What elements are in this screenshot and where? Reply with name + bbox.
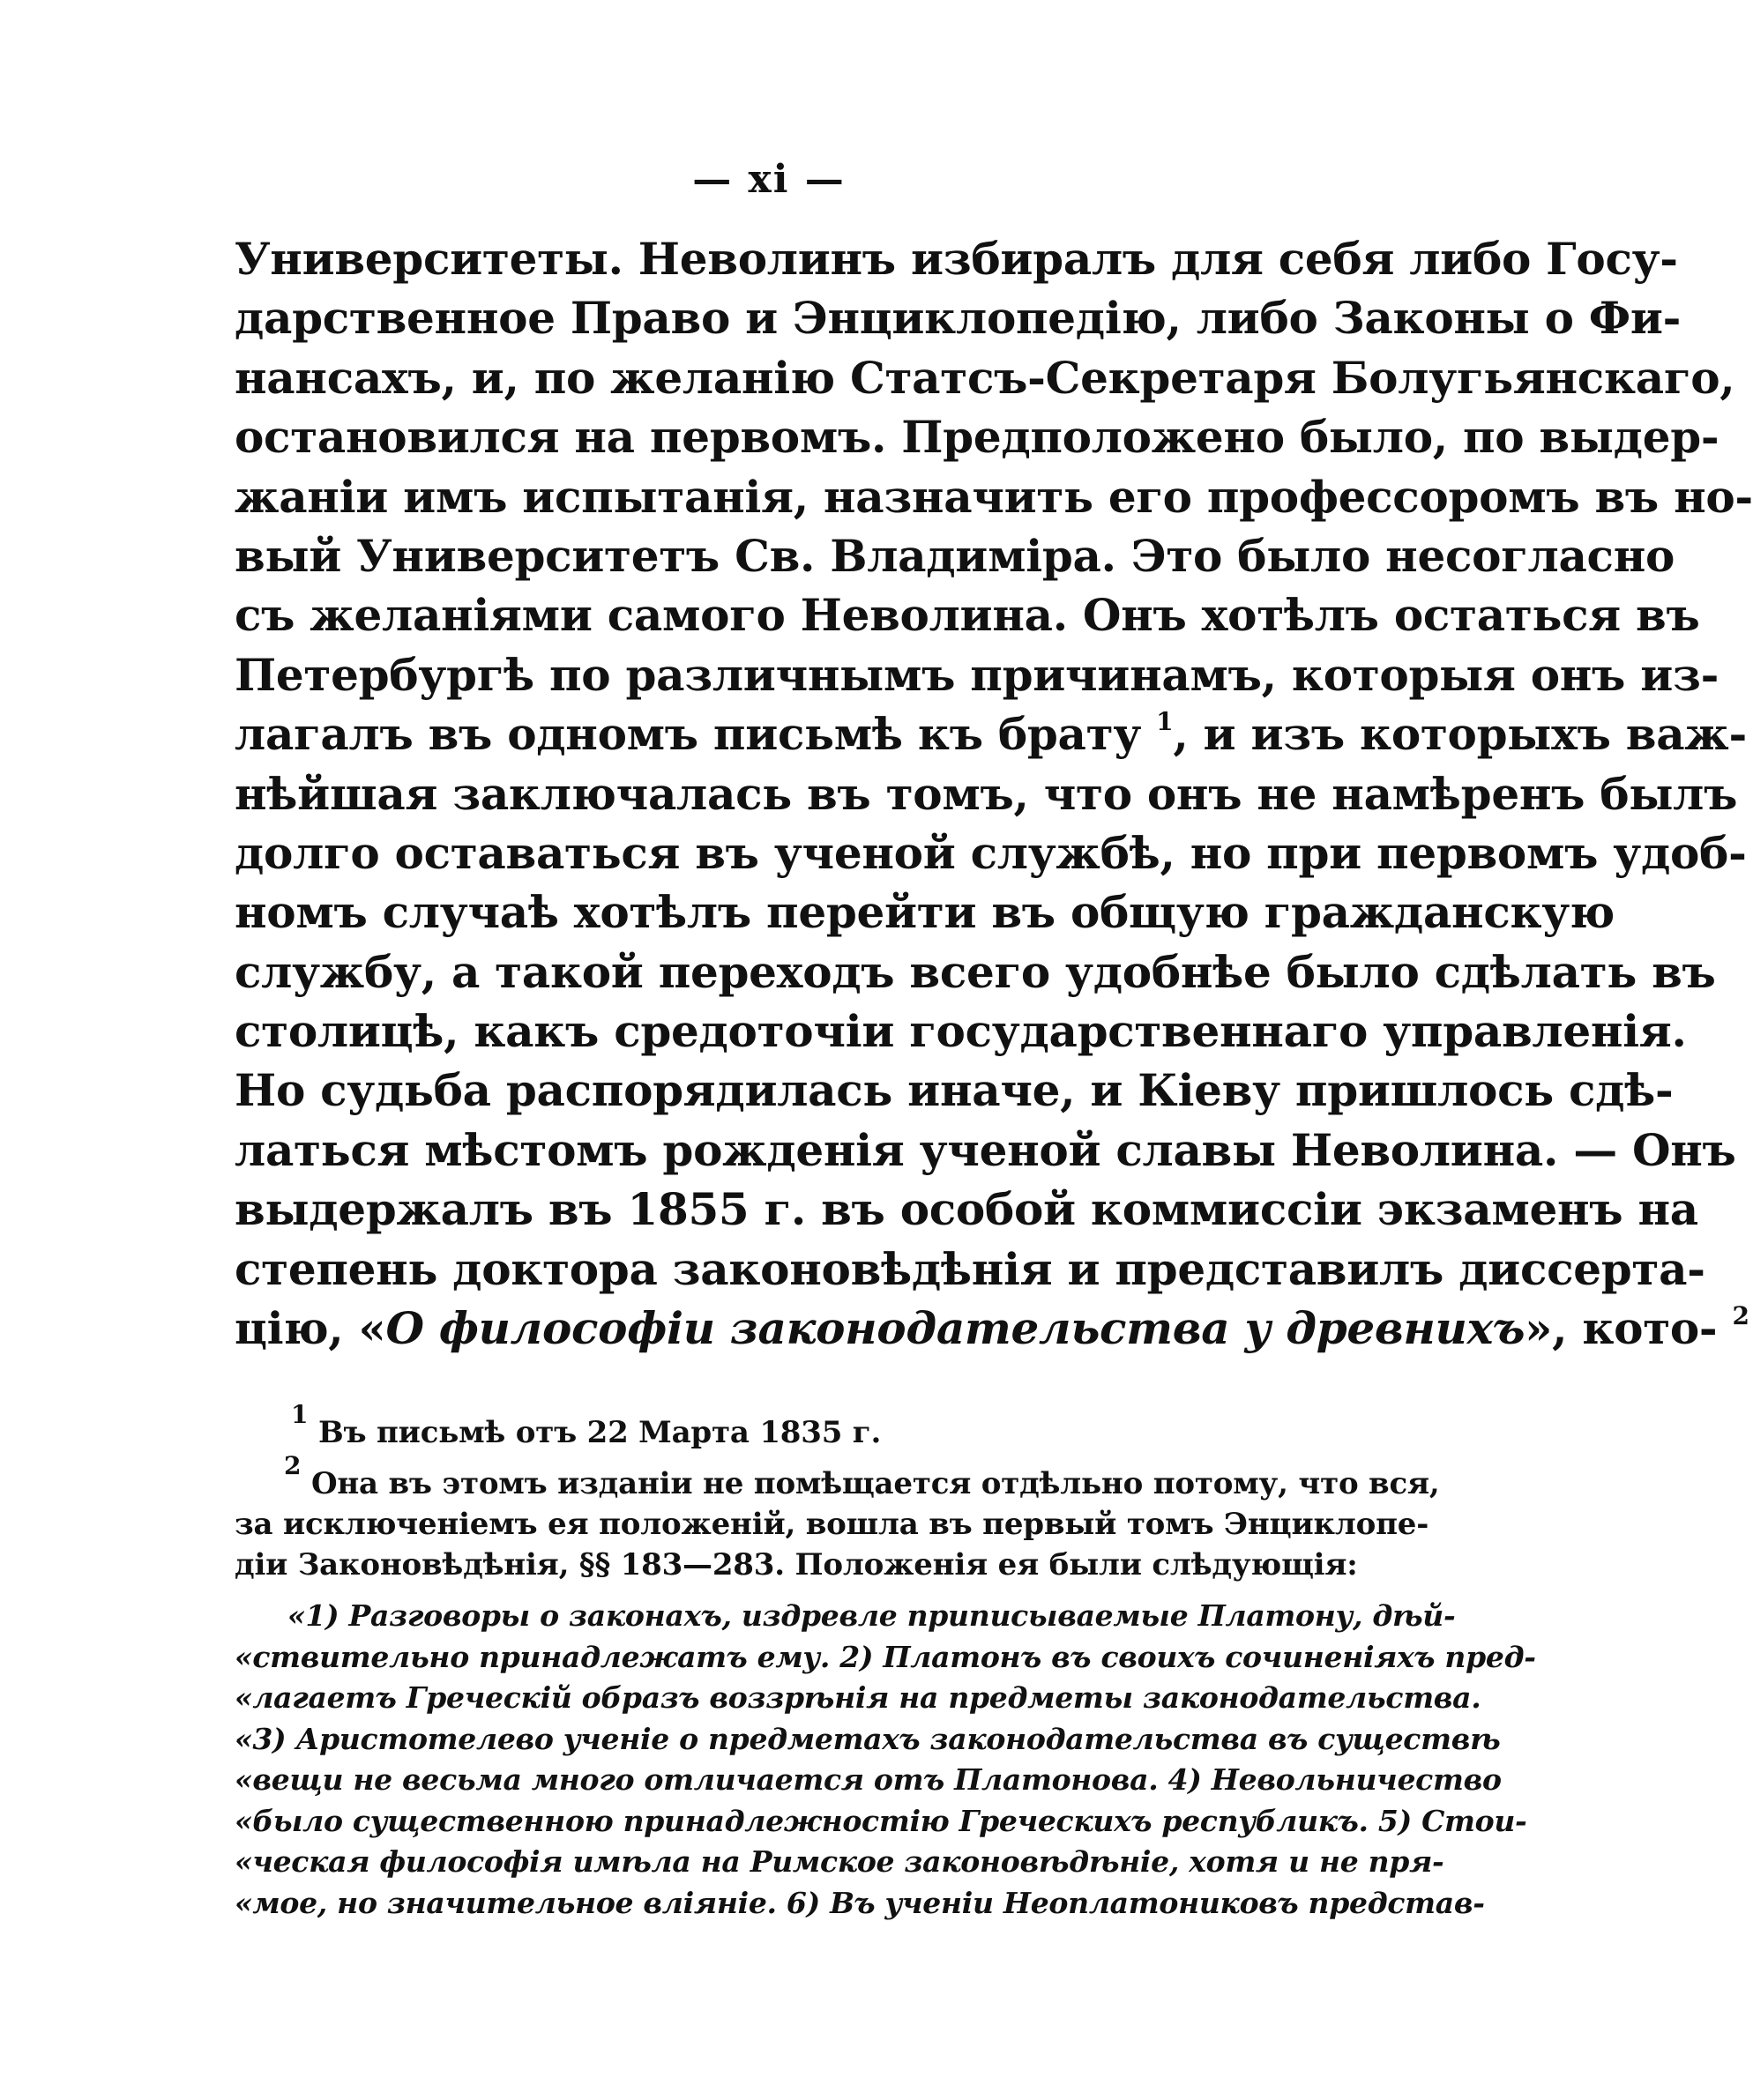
footnote-reference-1: 1 bbox=[1156, 707, 1174, 737]
footnote-1-mark: 1 bbox=[291, 1400, 309, 1429]
text-line: нансахъ, и, по желанію Статсъ-Секретаря Болугьянскаго, bbox=[235, 351, 1735, 404]
text-line-with-title bbox=[235, 1299, 1749, 1358]
text-line: столицѣ, какъ средоточіи государственнаго управленія. bbox=[235, 1005, 1687, 1058]
footnote-1-text: Въ письмѣ отъ 22 Марта 1835 г. bbox=[317, 1415, 882, 1450]
main-text-body bbox=[235, 229, 1753, 1358]
footnote-1 bbox=[235, 1400, 1324, 1453]
thesis-line: «ствительно принадлежатъ ему. 2) Платонъ въ своихъ сочиненіяхъ пред- bbox=[235, 1639, 1536, 1674]
thesis-line: «лагаетъ Греческій образъ воззрѣнія на предметы законодательства. bbox=[235, 1680, 1481, 1715]
text-segment: », кото- bbox=[1525, 1302, 1718, 1355]
text-line: остановился на первомъ. Предположено было, по выдер- bbox=[235, 411, 1719, 464]
text-line: нѣйшая заключалась въ томъ, что онъ не намѣренъ былъ bbox=[235, 767, 1738, 820]
thesis-line: «ческая философія имѣла на Римское законовѣдѣніе, хотя и не пря- bbox=[235, 1844, 1444, 1879]
thesis-line: «было существенною принадлежностію Греческихъ республикъ. 5) Стои- bbox=[235, 1803, 1527, 1838]
thesis-line: «1) Разговоры о законахъ, издревле приписываемые Платону, дѣй- bbox=[287, 1598, 1456, 1633]
text-line: вый Университетъ Св. Владиміра. Это было несогласно bbox=[235, 529, 1675, 582]
text-line: степень доктора законовѣдѣнія и представилъ диссерта- bbox=[235, 1242, 1705, 1295]
text-segment: лагалъ въ одномъ письмѣ къ брату bbox=[235, 708, 1142, 761]
footnotes-section bbox=[235, 1400, 1536, 1924]
text-line: дарственное Право и Энциклопедію, либо Законы о Фи- bbox=[235, 292, 1682, 345]
text-segment: цію, « bbox=[235, 1302, 386, 1355]
text-segment: , и изъ которыхъ важ- bbox=[1173, 708, 1747, 761]
text-line: латься мѣстомъ рожденія ученой славы Неволина. — Онъ bbox=[235, 1123, 1736, 1176]
thesis-line: «3) Аристотелево ученіе о предметахъ законодательства въ существѣ bbox=[235, 1721, 1501, 1756]
text-line-with-footnote bbox=[235, 704, 1747, 763]
thesis-line: «вещи не весьма много отличается отъ Платонова. 4) Невольничество bbox=[235, 1762, 1502, 1797]
footnote-2-line: діи Законовѣдѣнія, §§ 183—283. Положенія ея были слѣдующія: bbox=[235, 1547, 1358, 1582]
text-line: службу, а такой переходъ всего удобнѣе было сдѣлать въ bbox=[235, 945, 1716, 998]
dissertation-title: О философіи законодательства у древнихъ bbox=[385, 1302, 1525, 1355]
text-line: долго оставаться въ ученой службѣ, но при первомъ удоб- bbox=[235, 826, 1747, 879]
text-line: съ желаніями самого Неволина. Онъ хотѣлъ остаться въ bbox=[235, 589, 1700, 642]
text-line: Но судьба распорядилась иначе, и Кіеву пришлось сдѣ- bbox=[235, 1064, 1674, 1117]
footnote-2-line bbox=[235, 1451, 1440, 1504]
text-line: выдержалъ въ 1855 г. въ особой коммиссіи экзаменъ на bbox=[235, 1183, 1698, 1236]
text-line: номъ случаѣ хотѣлъ перейти въ общую гражданскую bbox=[235, 886, 1615, 939]
thesis-line: «мое, но значительное вліяніе. 6) Въ ученіи Неоплатониковъ представ- bbox=[235, 1885, 1485, 1920]
text-line: Петербургѣ по различнымъ причинамъ, которыя онъ из- bbox=[235, 648, 1719, 701]
footnote-reference-2: 2 bbox=[1732, 1301, 1749, 1331]
text-line: Университеты. Неволинъ избиралъ для себя либо Госу- bbox=[235, 233, 1678, 285]
footnote-2-text: Она въ этомъ изданіи не помѣщается отдѣльно потому, что вся, bbox=[310, 1466, 1440, 1501]
footnote-2-mark: 2 bbox=[284, 1451, 302, 1480]
page-number: — xi — bbox=[692, 157, 846, 202]
text-line: жаніи имъ испытанія, назначить его профессоромъ въ но- bbox=[235, 470, 1753, 523]
footnote-2-line: за исключеніемъ ея положеній, вошла въ первый томъ Энциклопе- bbox=[235, 1507, 1429, 1542]
